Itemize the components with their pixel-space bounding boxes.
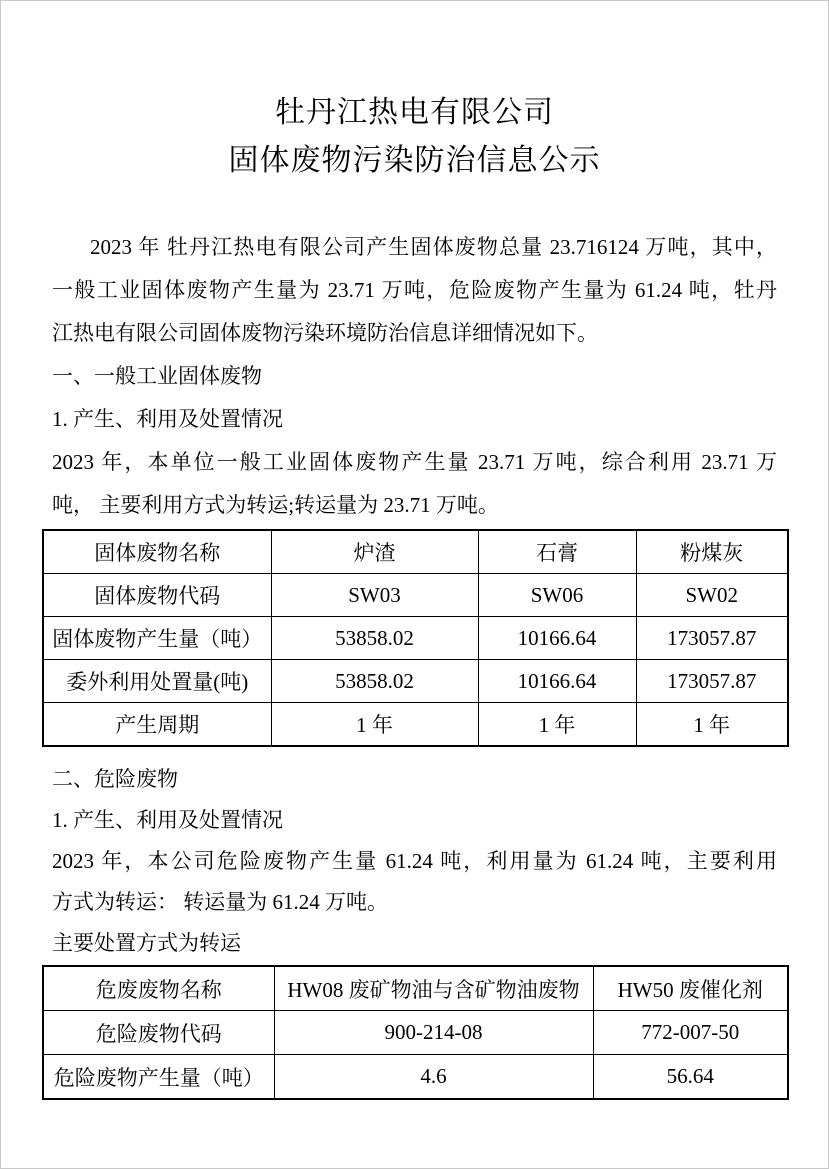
table-cell: 173057.87 xyxy=(636,660,788,703)
table-cell: 固体废物产生量（吨） xyxy=(43,617,271,660)
table-cell: HW50 废催化剂 xyxy=(593,966,788,1011)
section2-paragraph-line: 方式为转运： 转运量为 61.24 万吨。 xyxy=(52,890,388,914)
hazardous-table-caption: 主要处置方式为转运 xyxy=(52,931,241,955)
table-cell: 产生周期 xyxy=(43,703,271,747)
section1-paragraph-line: 吨， 主要利用方式为转运;转运量为 23.71 万吨。 xyxy=(52,493,499,517)
intro-paragraph-line: 2023 年 牡丹江热电有限公司产生固体废物总量 23.716124 万吨，其中， xyxy=(90,235,777,259)
table-cell: HW08 废矿物油与含矿物油废物 xyxy=(274,966,593,1011)
document-title xyxy=(1,89,828,185)
table-row xyxy=(43,1011,788,1055)
table-cell: 1 年 xyxy=(271,703,478,747)
table-cell: 1 年 xyxy=(478,703,636,747)
table-cell: 10166.64 xyxy=(478,660,636,703)
table-cell: 石膏 xyxy=(478,530,636,574)
table-cell: 委外利用处置量(吨) xyxy=(43,660,271,703)
table-cell: 173057.87 xyxy=(636,617,788,660)
table-row xyxy=(43,966,788,1011)
section1-subheading: 1. 产生、利用及处置情况 xyxy=(52,407,283,431)
table-row xyxy=(43,530,788,574)
hazardous-waste-table xyxy=(42,965,789,1100)
table-cell: 56.64 xyxy=(593,1055,788,1100)
table-row xyxy=(43,703,788,747)
table-cell: 固体废物名称 xyxy=(43,530,271,574)
table-row xyxy=(43,660,788,703)
table-cell: 粉煤灰 xyxy=(636,530,788,574)
table-cell: 炉渣 xyxy=(271,530,478,574)
table-row xyxy=(43,574,788,617)
table-cell: 危险废物代码 xyxy=(43,1011,274,1055)
table-cell: SW03 xyxy=(271,574,478,617)
general-waste-table xyxy=(42,529,789,747)
section2-paragraph-line: 2023 年，本公司危险废物产生量 61.24 吨，利用量为 61.24 吨，主要利用 xyxy=(52,849,777,873)
table-cell: SW02 xyxy=(636,574,788,617)
intro-paragraph-line: 江热电有限公司固体废物污染环境防治信息详细情况如下。 xyxy=(52,321,598,345)
table-cell: SW06 xyxy=(478,574,636,617)
table-cell: 772-007-50 xyxy=(593,1011,788,1055)
section2-subheading: 1. 产生、利用及处置情况 xyxy=(52,808,283,832)
table-row xyxy=(43,617,788,660)
document-body xyxy=(52,226,777,1100)
section2-heading: 二、危险废物 xyxy=(52,767,178,791)
table-cell: 10166.64 xyxy=(478,617,636,660)
table-cell: 危险废物产生量（吨） xyxy=(43,1055,274,1100)
table-cell: 固体废物代码 xyxy=(43,574,271,617)
table-cell: 900-214-08 xyxy=(274,1011,593,1055)
page-title-line2: 固体废物污染防治信息公示 xyxy=(228,144,601,177)
table-cell: 53858.02 xyxy=(271,617,478,660)
table-row xyxy=(43,1055,788,1100)
section1-paragraph-line: 2023 年，本单位一般工业固体废物产生量 23.71 万吨，综合利用 23.71 万 xyxy=(52,450,777,474)
intro-paragraph-line: 一般工业固体废物产生量为 23.71 万吨，危险废物产生量为 61.24 吨，牡丹 xyxy=(52,278,777,302)
table-cell: 4.6 xyxy=(274,1055,593,1100)
table-cell: 1 年 xyxy=(636,703,788,747)
page-title-line1: 牡丹江热电有限公司 xyxy=(275,96,554,129)
section1-heading: 一、一般工业固体废物 xyxy=(52,364,262,388)
table-cell: 危废废物名称 xyxy=(43,966,274,1011)
table-cell: 53858.02 xyxy=(271,660,478,703)
